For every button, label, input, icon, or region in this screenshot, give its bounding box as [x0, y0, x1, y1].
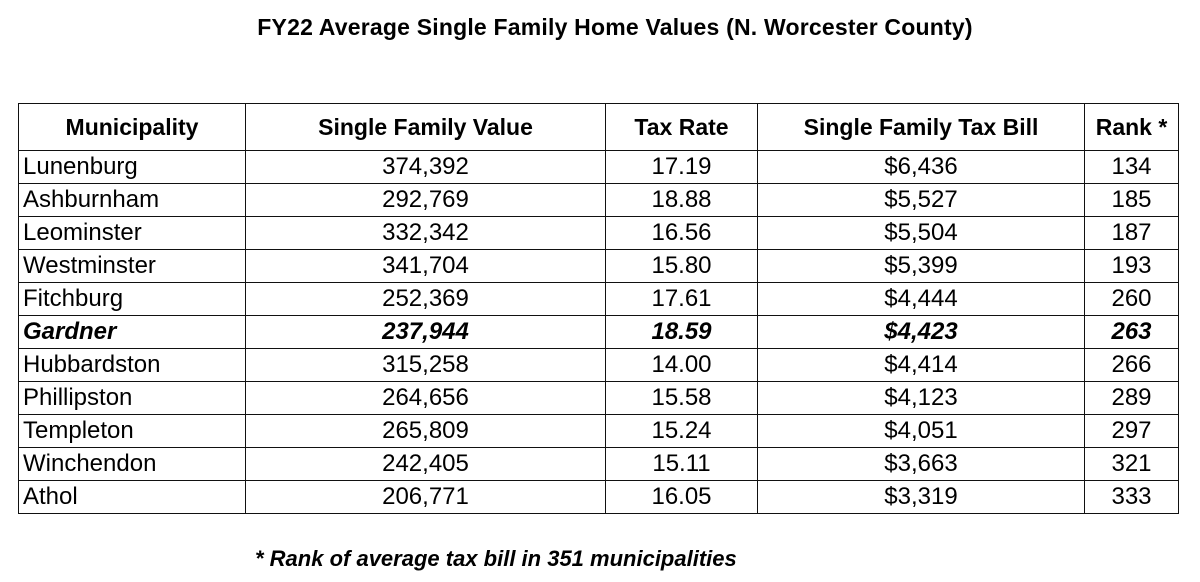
- value-cell: 206,771: [246, 481, 606, 514]
- rank-cell: 193: [1085, 250, 1179, 283]
- tax-bill-cell: $5,527: [758, 184, 1085, 217]
- municipality-cell: Gardner: [19, 316, 246, 349]
- rank-cell: 185: [1085, 184, 1179, 217]
- table-row-highlighted: [19, 316, 1179, 349]
- municipality-cell: Phillipston: [19, 382, 246, 415]
- tax-rate-cell: 17.61: [606, 283, 758, 316]
- page-title: FY22 Average Single Family Home Values (N. Worcester County): [257, 14, 973, 40]
- rank-cell: 289: [1085, 382, 1179, 415]
- rank-cell: 266: [1085, 349, 1179, 382]
- column-header-single-family-value: Single Family Value: [246, 104, 606, 151]
- municipality-cell: Fitchburg: [19, 283, 246, 316]
- rank-cell: 297: [1085, 415, 1179, 448]
- value-cell: 264,656: [246, 382, 606, 415]
- value-cell: 252,369: [246, 283, 606, 316]
- municipality-cell: Hubbardston: [19, 349, 246, 382]
- rank-cell: 187: [1085, 217, 1179, 250]
- tax-bill-cell: $6,436: [758, 151, 1085, 184]
- value-cell: 237,944: [246, 316, 606, 349]
- value-cell: 341,704: [246, 250, 606, 283]
- municipality-cell: Lunenburg: [19, 151, 246, 184]
- table-row: [19, 481, 1179, 514]
- rank-cell: 333: [1085, 481, 1179, 514]
- tax-bill-cell: $4,414: [758, 349, 1085, 382]
- table-row: [19, 448, 1179, 481]
- table-row: [19, 349, 1179, 382]
- tax-bill-cell: $3,319: [758, 481, 1085, 514]
- rank-cell: 321: [1085, 448, 1179, 481]
- tax-rate-cell: 14.00: [606, 349, 758, 382]
- table-row: [19, 415, 1179, 448]
- table-row: [19, 151, 1179, 184]
- value-cell: 242,405: [246, 448, 606, 481]
- column-header-municipality: Municipality: [19, 104, 246, 151]
- tax-rate-cell: 18.88: [606, 184, 758, 217]
- rank-cell: 260: [1085, 283, 1179, 316]
- tax-bill-cell: $3,663: [758, 448, 1085, 481]
- home-values-table: [18, 103, 1179, 514]
- rank-cell: 134: [1085, 151, 1179, 184]
- table-row: [19, 217, 1179, 250]
- municipality-cell: Templeton: [19, 415, 246, 448]
- value-cell: 332,342: [246, 217, 606, 250]
- municipality-cell: Ashburnham: [19, 184, 246, 217]
- header-row: [19, 104, 1179, 151]
- municipality-cell: Leominster: [19, 217, 246, 250]
- value-cell: 292,769: [246, 184, 606, 217]
- tax-rate-cell: 18.59: [606, 316, 758, 349]
- table-row: [19, 382, 1179, 415]
- tax-bill-cell: $4,444: [758, 283, 1085, 316]
- tax-rate-cell: 15.80: [606, 250, 758, 283]
- tax-rate-cell: 15.58: [606, 382, 758, 415]
- rank-cell: 263: [1085, 316, 1179, 349]
- municipality-cell: Athol: [19, 481, 246, 514]
- tax-rate-cell: 15.11: [606, 448, 758, 481]
- table-row: [19, 283, 1179, 316]
- column-header-tax-bill: Single Family Tax Bill: [758, 104, 1085, 151]
- tax-rate-cell: 16.05: [606, 481, 758, 514]
- tax-bill-cell: $4,123: [758, 382, 1085, 415]
- value-cell: 374,392: [246, 151, 606, 184]
- municipality-cell: Westminster: [19, 250, 246, 283]
- tax-rate-cell: 15.24: [606, 415, 758, 448]
- value-cell: 265,809: [246, 415, 606, 448]
- table-row: [19, 250, 1179, 283]
- table-row: [19, 184, 1179, 217]
- tax-rate-cell: 17.19: [606, 151, 758, 184]
- municipality-cell: Winchendon: [19, 448, 246, 481]
- tax-bill-cell: $5,399: [758, 250, 1085, 283]
- tax-rate-cell: 16.56: [606, 217, 758, 250]
- tax-bill-cell: $4,051: [758, 415, 1085, 448]
- column-header-tax-rate: Tax Rate: [606, 104, 758, 151]
- tax-bill-cell: $5,504: [758, 217, 1085, 250]
- value-cell: 315,258: [246, 349, 606, 382]
- tax-bill-cell: $4,423: [758, 316, 1085, 349]
- footnote: * Rank of average tax bill in 351 municipalities: [255, 546, 737, 571]
- column-header-rank: Rank *: [1085, 104, 1179, 151]
